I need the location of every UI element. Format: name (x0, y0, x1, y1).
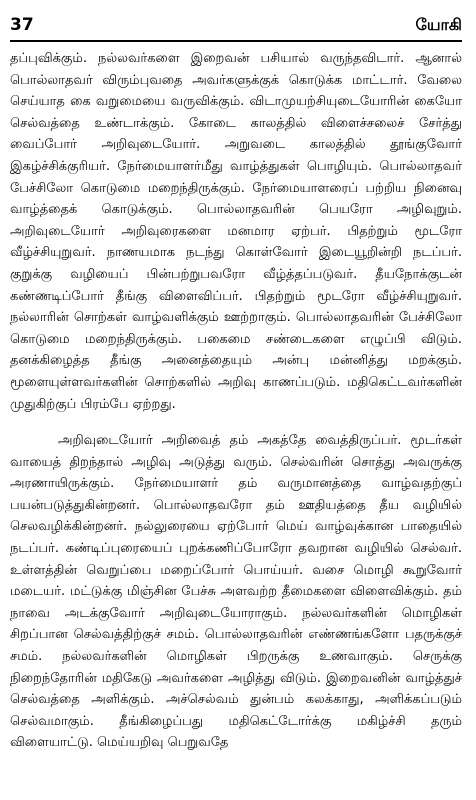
page-header (10, 14, 462, 38)
running-head-title: யோகி (415, 15, 462, 34)
header-rule (10, 40, 462, 42)
paragraph: தப்புவிக்கும். நல்லவர்களை இறைவன் பசியால் வருந்தவிடார். ஆனால் பொல்லாதவர் விரும்புவதை அவர்களுக்குக் கொடுக்க மாட்டார். வேலை செய்யாத கை வறுமையை வருவிக்கும். விடாமுயற்சியுடையோரின் கையோ செல்வத்தை உண்டாக்கும். கோடை காலத்தில் விளைச்சலைச் சேர்த்து வைப்போர் அறிவுடையோர். அறுவடை காலத்தில் தூங்குவோர் இகழ்ச்சிக்குரியர். நேர்மையாளர்மீது வாழ்த்துகள் பொழியும். பொல்லாதவர் பேச்சிலோ கொடுமை மறைந்திருக்கும். நேர்மையாளரைப் பற்றிய நினைவு வாழ்த்தைக் கொடுக்கும். பொல்லாதவரின் பெயரோ அழிவுறும். அறிவுடையோர் அறிவுரைகளை மனமார ஏற்பர். பிதற்றும் மூடரோ வீழ்ச்சியுறுவர். நாணயமாக நடந்து கொள்வோர் இடையூறின்றி நடப்பர். குறுக்கு வழியைப் பின்பற்றுபவரோ வீழ்த்தப்படுவர். தீயநோக்குடன் கண்ணடிப்போர் தீங்கு விளைவிப்பர். பிதற்றும் மூடரோ வீழ்ச்சியுறுவர். நல்லாரின் சொற்கள் வாழ்வளிக்கும் ஊற்றாகும். பொல்லாதவரின் பேச்சிலோ கொடுமை மறைந்திருக்கும். பகைமை சண்டைகளை எழுப்பி விடும். தனக்கிழைத்த தீங்கு அனைத்தையும் அன்பு மன்னித்து மறக்கும். மூளையுள்ளவர்களின் சொற்களில் அறிவு காணப்படும். மதிகெட்டவர்களின் முதுகிற்குப் பிரம்பே ஏற்றது. (10, 51, 462, 412)
body-text (10, 48, 462, 754)
page-number: 37 (10, 15, 34, 35)
paragraph: அறிவுடையோர் அறிவைத் தம் அகத்தே வைத்திருப்பர். மூடர்கள் வாயைத் திறந்தால் அழிவு அடுத்து வரும். செல்வரின் சொத்து அவருக்கு அரணாயிருக்கும். நேர்மையாளர் தம் வருமானத்தை வாழ்வதற்குப் பயன்படுத்துகின்றனர். பொல்லாதவரோ தம் ஊதியத்தை தீய வழியில் செலவழிக்கின்றனர். நல்லுரையை ஏற்போர் மெய் வாழ்வுக்கான பாதையில் நடப்பர். கண்டிப்புரையைப் புறக்கணிப்போரோ தவறான வழியில் செல்வர். உள்ளத்தின் வெறுப்பை மறைப்போர் பொய்யர். வசை மொழி கூறுவோர் மடையர். மட்டுக்கு மிஞ்சின பேச்சு அளவற்ற தீமைகளை விளைவிக்கும். தம் நாவை அடக்குவோர் அறிவுடையோராகும். நல்லவர்களின் மொழிகள் சிறப்பான செல்வத்திற்குச் சமம். பொல்லாதவரின் எண்ணங்களோ பதருக்குச் சமம். நல்லவர்களின் மொழிகள் பிறருக்கு உணவாகும். செருக்கு நிறைந்தோரின் மதிகேடு அவர்களை அழித்து விடும். இறைவனின் வாழ்த்துச் செல்வத்தை அளிக்கும். அச்செல்வம் துன்பம் கலக்காது, அளிக்கப்படும் செல்வமாகும். தீங்கிழைப்பது மதிகெட்டோர்க்கு மகிழ்ச்சி தரும் விளையாட்டு. மெய்யறிவு பெறுவதே (10, 433, 462, 751)
